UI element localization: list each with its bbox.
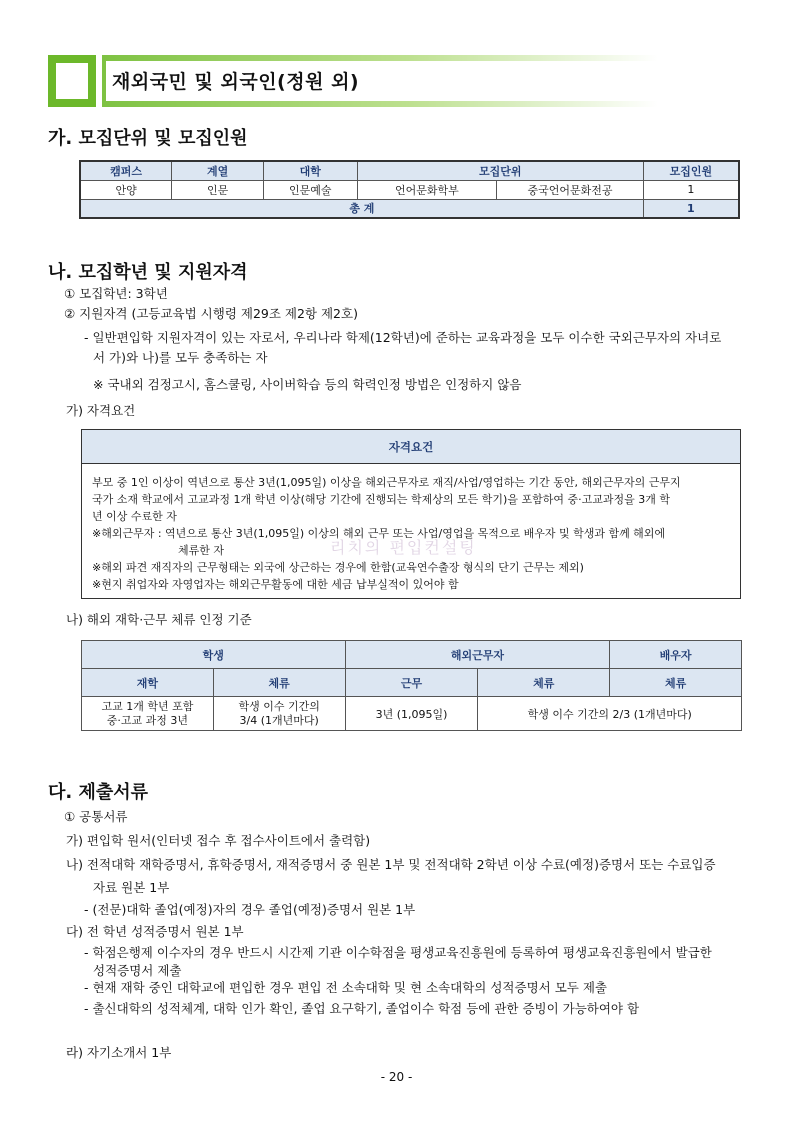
qual-text: ※해외근무자 : 역년으로 통산 3년(1,095일) 이상의 해외 근무 또는 사업/영업을 목적으로 배우자 및 학생과 함께 해외에 <box>92 527 666 540</box>
th-count: 모집인원 <box>643 161 739 180</box>
qual-text: 국가 소재 학교에서 고교과정 1개 학년 이상(해당 기간에 진행되는 학제상의 모든 학기)을 포함하여 중·고교과정을 3개 학 <box>92 493 670 506</box>
cell-line: 고교 1개 학년 포함 <box>101 699 194 713</box>
cell: 인문 <box>172 180 264 199</box>
th-student: 학생 <box>82 641 346 669</box>
th-enroll: 재학 <box>82 669 214 697</box>
section-header <box>48 55 658 107</box>
recruit-table <box>79 160 740 219</box>
th-overseas-worker: 해외근무자 <box>345 641 610 669</box>
cell: 3년 (1,095일) <box>345 697 478 731</box>
th-spouse: 배우자 <box>610 641 742 669</box>
qualification-head: 자격요건 <box>82 430 740 464</box>
cell <box>82 697 214 731</box>
page-number: - 20 - <box>380 1070 413 1084</box>
th-field: 계열 <box>172 161 264 180</box>
qual-text: 년 이상 수료한 자 <box>92 510 177 523</box>
doc-line: 성적증명서 제출 <box>93 963 182 978</box>
section-a-title: 가. 모집단위 및 모집인원 <box>48 128 248 149</box>
doc-line: - (전문)대학 졸업(예정)자의 경우 졸업(예정)증명서 원본 1부 <box>84 902 416 917</box>
th-stay: 체류 <box>478 669 610 697</box>
table-row <box>82 697 742 731</box>
th-unit: 모집단위 <box>357 161 643 180</box>
note: ※ 국내외 검정고시, 홈스쿨링, 사이버학습 등의 학력인정 방법은 인정하지 않음 <box>93 377 522 392</box>
doc-line: 가) 편입학 원서(인터넷 접수 후 접수사이트에서 출력함) <box>66 833 371 848</box>
cell: 인문예술 <box>263 180 357 199</box>
th-work: 근무 <box>345 669 478 697</box>
th-stay: 체류 <box>610 669 742 697</box>
doc-line: ① 공통서류 <box>64 809 128 824</box>
th-stay: 체류 <box>213 669 345 697</box>
cell-line: 3/4 (1개년마다) <box>239 713 319 727</box>
th-campus: 캠퍼스 <box>80 161 172 180</box>
stay-table <box>81 640 742 731</box>
table-row <box>80 180 739 199</box>
cell: 안양 <box>80 180 172 199</box>
sub-b: 나) 해외 재학·근무 체류 인정 기준 <box>66 612 252 627</box>
qual-text: 체류한 자 <box>178 544 225 557</box>
qual-text: 부모 중 1인 이상이 역년으로 통산 3년(1,095일) 이상을 해외근무자로 재직/사업/영업하는 기간 동안, 해외근무자의 근무지 <box>92 476 681 489</box>
doc-line: - 현재 재학 중인 대학교에 편입한 경우 편입 전 소속대학 및 현 소속대학의 성적증명서 모두 제출 <box>84 980 607 995</box>
total-value: 1 <box>643 199 739 218</box>
doc-line: 라) 자기소개서 1부 <box>66 1045 172 1060</box>
cell: 언어문화학부 <box>357 180 497 199</box>
qual-text: ※해외 파견 재직자의 근무형태는 외국에 상근하는 경우에 한함(교육연수출장 형식의 단기 근무는 제외) <box>92 561 584 574</box>
cell: 1 <box>643 180 739 199</box>
section-c-title: 다. 제출서류 <box>48 782 149 803</box>
item-qualification: ② 지원자격 (고등교육법 시행령 제29조 제2항 제2호) <box>64 306 358 321</box>
header-square-icon <box>48 55 96 107</box>
doc-line: - 출신대학의 성적체계, 대학 인가 확인, 졸업 요구학기, 졸업이수 학점 등에 관한 증빙이 가능하여야 함 <box>84 1001 640 1016</box>
cell: 학생 이수 기간의 2/3 (1개년마다) <box>478 697 742 731</box>
cell-line: 중·고교 과정 3년 <box>106 713 189 727</box>
doc-line: 나) 전적대학 재학증명서, 휴학증명서, 재적증명서 중 원본 1부 및 전적대학 2학년 이상 수료(예정)증명서 또는 수료입증 <box>66 857 716 872</box>
doc-line: - 학점은행제 이수자의 경우 반드시 시간제 기관 이수학점을 평생교육진흥원에 등록하여 평생교육진흥원에서 발급한 <box>84 945 712 960</box>
doc-line: 자료 원본 1부 <box>93 880 170 895</box>
doc-line: 다) 전 학년 성적증명서 원본 1부 <box>66 924 244 939</box>
cell: 중국언어문화전공 <box>497 180 644 199</box>
watermark: 리치의 편입컨설팅 <box>330 538 477 557</box>
dash-line-cont: 서 가)와 나)를 모두 충족하는 자 <box>93 350 268 365</box>
dash-line: - 일반편입학 지원자격이 있는 자로서, 우리나라 학제(12학년)에 준하는 교육과정을 모두 이수한 국외근무자의 자녀로 <box>84 330 722 345</box>
sub-a: 가) 자격요건 <box>66 403 136 418</box>
total-label: 총 계 <box>80 199 643 218</box>
qual-text: ※현지 취업자와 자영업자는 해외근무활동에 대한 세금 납부실적이 있어야 함 <box>92 578 459 591</box>
page-title: 재외국민 및 외국인(정원 외) <box>112 71 360 93</box>
cell-line: 학생 이수 기간의 <box>238 699 320 713</box>
cell <box>213 697 345 731</box>
qualification-box <box>81 429 741 599</box>
th-college: 대학 <box>263 161 357 180</box>
section-b-title: 나. 모집학년 및 지원자격 <box>48 262 248 283</box>
item-grade: ① 모집학년: 3학년 <box>64 286 168 301</box>
